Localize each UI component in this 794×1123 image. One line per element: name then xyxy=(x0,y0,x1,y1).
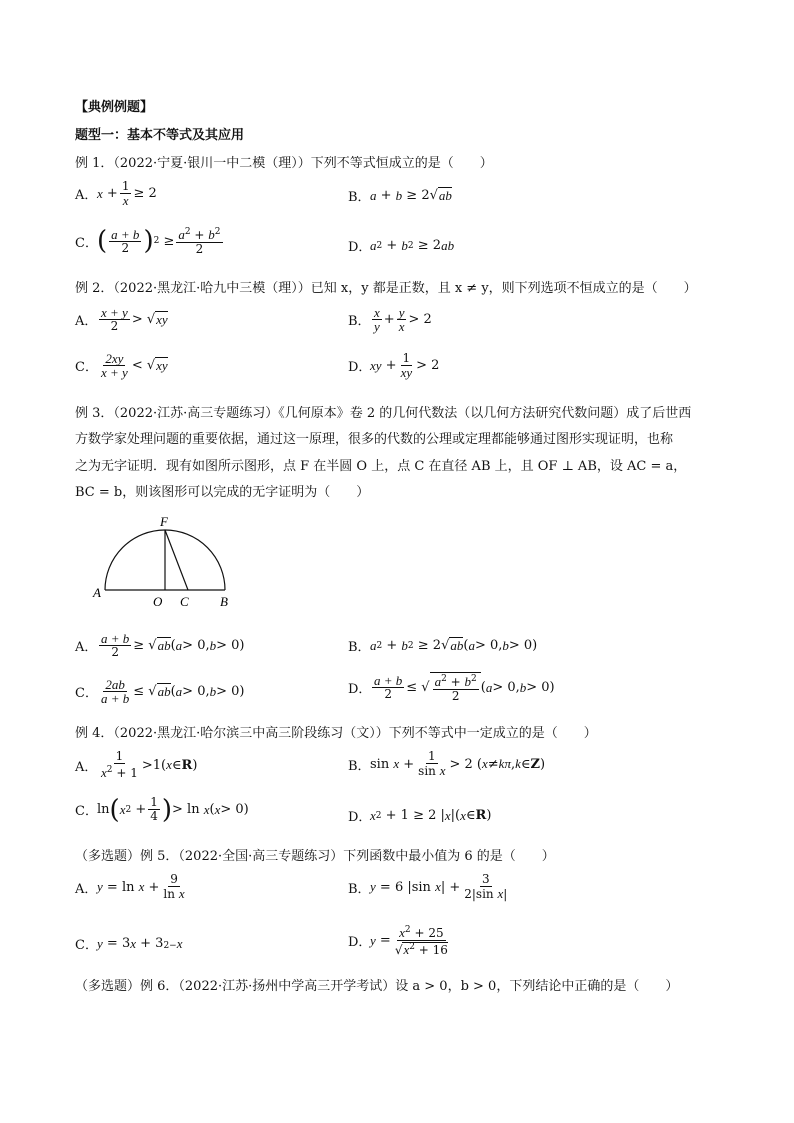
q3-stem-line2: 方数学家处理问题的重要依据，通过这一原理，很多的代数的公理或定理都能够通过图形实现证明，也称 xyxy=(75,432,674,447)
q1-option-b[interactable]: B． a + b ≥ 2√ ab xyxy=(348,187,452,205)
q6-stem: （多选题）例 6．（2022·江苏·扬州中学高三开学考试）设 a > 0，b > 0，下列结论中正确的是（ ） xyxy=(75,979,679,994)
q5-option-c[interactable]: C． y = 3 x + 3 2−x xyxy=(75,935,183,953)
q5-option-b[interactable]: B． y = 6 |sin x | + $\frac{3}{\text{2|sin x|}}$ xyxy=(348,872,508,901)
q5-stem: （多选题）例 5．（2022·全国·高三专题练习）下列函数中最小值为 6 的是（ ） xyxy=(75,849,555,864)
q3-stem-line4: BC = b，则该图形可以完成的无字证明为（ ） xyxy=(75,485,370,500)
q3-option-b[interactable]: B． a 2 + b 2 ≥ 2√ ab ( a > 0, b > 0) xyxy=(348,637,538,655)
q2-option-b[interactable]: B． $\frac{x}{y}$ + $\frac{y}{x}$ > 2 xyxy=(348,305,432,334)
q1-option-c[interactable]: C． ( $\frac{a + b}{2}$ ) 2 ≥ $\frac{a^2 + b^2}{2}$ xyxy=(75,226,221,256)
label-b: B xyxy=(220,594,228,609)
q4-stem: 例 4．（2022·黑龙江·哈尔滨三中高三阶段练习（文））下列不等式中一定成立的是（ ） xyxy=(75,726,597,741)
q1-stem: 例 1．（2022·宁夏·银川一中二模（理））下列不等式恒成立的是（ ） xyxy=(75,156,493,171)
q3-stem-line3: 之为无字证明．现有如图所示图形，点 F 在半圆 O 上，点 C 在直径 AB 上，且 OF ⊥ AB，设 AC = a， xyxy=(75,459,687,474)
label-o: O xyxy=(153,594,163,609)
semicircle-figure xyxy=(90,512,240,612)
q5-option-d[interactable]: D． y = $\frac{x^2 + 25}{√x^2 + 16}$ xyxy=(348,925,448,957)
q2-stem: 例 2．（2022·黑龙江·哈九中三模（理））已知 x，y 都是正数，且 x ≠ y，则下列选项不恒成立的是（ ） xyxy=(75,281,697,296)
q2-option-c[interactable]: C． $\frac{2xy}{x + y}$ < √ xy xyxy=(75,351,168,380)
q3-stem-line1: 例 3．（2022·江苏·高三专题练习）《几何原本》卷 2 的几何代数法（以几何方法研究代数问题）成了后世西 xyxy=(75,406,692,421)
q2-option-d[interactable]: D． xy + $\frac{1}{xy}$ > 2 xyxy=(348,351,440,380)
segment-fc xyxy=(165,530,188,590)
q1-option-a[interactable]: A． x + $\frac{1}{x}$ ≥ 2 xyxy=(75,179,157,208)
q4-option-c[interactable]: C． ln ( x 2 + $\frac{1}{4}$ ) > ln x ( x > 0) xyxy=(75,794,249,825)
q3-option-a[interactable]: A． $\frac{a + b}{2}$ ≥ √ ab ( a > 0, b > 0) xyxy=(75,631,245,659)
q1-option-d[interactable]: D． a 2 + b 2 ≥ 2 ab xyxy=(348,237,455,255)
q4-option-a[interactable]: A． $\frac{1}{x^2 + 1}$ >1( x ∈ R ) xyxy=(75,749,198,780)
header-label: 【典例例题】 xyxy=(75,100,154,115)
q4-option-b[interactable]: B． sin x + $\frac{1}{\text{sin x}}$ > 2 ( x ≠ kπ , k ∈ Z ) xyxy=(348,749,546,778)
section-title: 题型一：基本不等式及其应用 xyxy=(75,128,245,143)
q4-option-d[interactable]: D． x 2 + 1 ≥ 2 | x |( x ∈ R ) xyxy=(348,807,492,825)
q2-option-a[interactable]: A． $\frac{x + y}{2}$ > √ xy xyxy=(75,305,168,333)
label-f: F xyxy=(160,514,168,529)
label-c: C xyxy=(180,594,189,609)
label-a: A xyxy=(93,585,101,600)
q3-option-c[interactable]: C． $\frac{2ab}{a + b}$ ≤ √ ab ( a > 0, b > 0) xyxy=(75,677,245,706)
q3-option-d[interactable]: D． $\frac{a + b}{2}$ ≤ √ $\frac{a^2 + b^2}{2}$ ( a > 0, b > 0) xyxy=(348,673,555,703)
q5-option-a[interactable]: A． y = ln x + $\frac{9}{\text{ln x}}$ xyxy=(75,872,185,901)
